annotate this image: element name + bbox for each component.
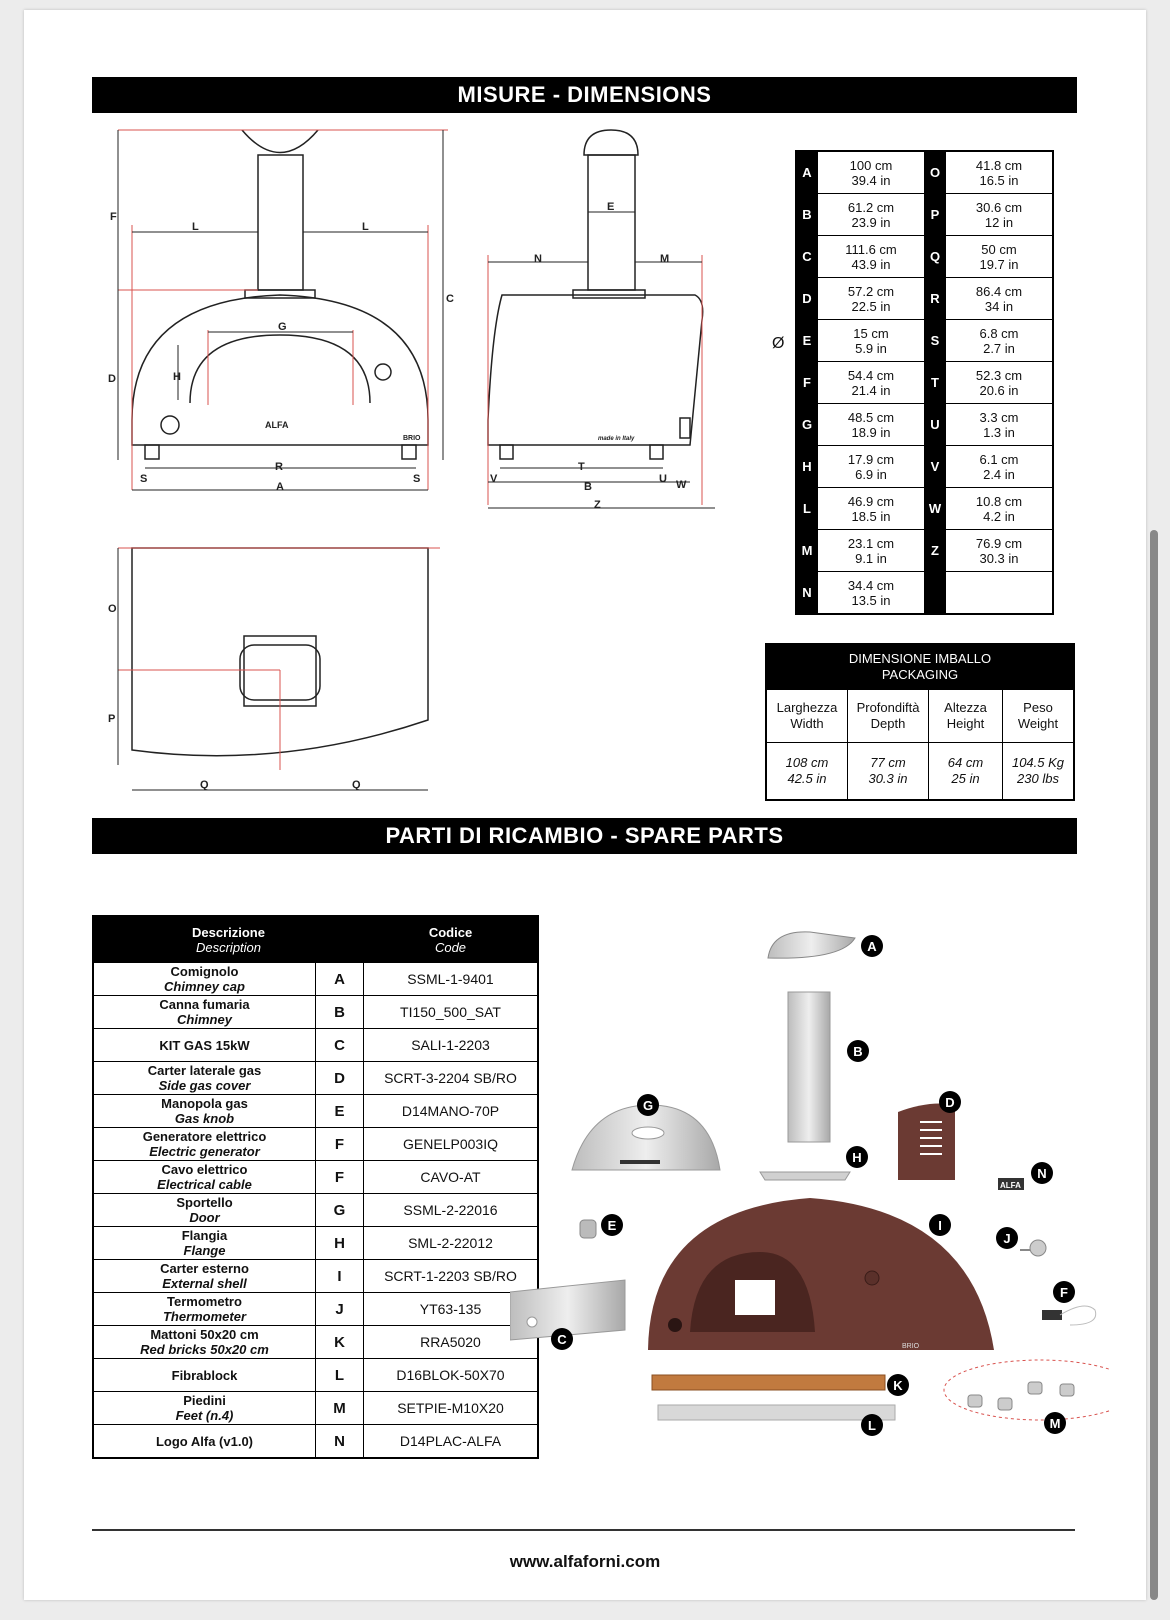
- dimension-in: 18.9 in: [851, 424, 891, 440]
- part-code: SALI-1-2203: [364, 1029, 539, 1062]
- badge-c-text: C: [557, 1332, 567, 1347]
- dim-label-g: G: [278, 321, 287, 333]
- part-row: [93, 1260, 538, 1293]
- dimension-value: [818, 278, 925, 320]
- dimension-cm: 50 cm: [981, 241, 1017, 257]
- dim-label-q2: Q: [352, 779, 361, 791]
- dimension-value: [818, 236, 925, 278]
- dimension-in: 22.5 in: [851, 298, 891, 314]
- dimension-cm: 6.1 cm: [979, 451, 1019, 467]
- part-code: CAVO-AT: [364, 1161, 539, 1194]
- dimensions-title: MISURE - DIMENSIONS: [92, 77, 1077, 113]
- dimension-in: 6.9 in: [855, 466, 887, 482]
- dimension-key: A: [796, 151, 818, 194]
- part-description: Generatore elettrico Electric generator: [93, 1128, 316, 1161]
- dim-label-a: A: [276, 481, 284, 493]
- part-description: Piedini Feet (n.4): [93, 1392, 316, 1425]
- dimension-key: M: [796, 530, 818, 572]
- dimension-key: Z: [925, 530, 946, 572]
- dimension-cm: 86.4 cm: [975, 283, 1023, 299]
- dim-label-h: H: [173, 371, 181, 383]
- dimension-cm: 46.9 cm: [847, 493, 895, 509]
- part-description: Fibrablock: [93, 1359, 316, 1392]
- part-letter: L: [316, 1359, 364, 1392]
- dimension-row: [796, 404, 1053, 446]
- part-code: D14MANO-70P: [364, 1095, 539, 1128]
- dimension-value: [946, 151, 1054, 194]
- dim-label-f: F: [110, 211, 117, 223]
- diameter-symbol: Ø: [772, 335, 785, 352]
- dimension-value: [946, 236, 1054, 278]
- part-letter: F: [316, 1128, 364, 1161]
- dimension-key: C: [796, 236, 818, 278]
- dim-label-t: T: [578, 461, 585, 473]
- part-code: TI150_500_SAT: [364, 996, 539, 1029]
- badge-j-text: J: [1003, 1231, 1011, 1246]
- dimension-key: V: [925, 446, 946, 488]
- dimension-value: [946, 362, 1054, 404]
- part-electric-generator: [1042, 1310, 1062, 1320]
- dim-label-p: P: [108, 713, 116, 725]
- badge-n-text: N: [1037, 1166, 1047, 1181]
- part-chimney-cap: [768, 932, 855, 958]
- part-description: Carter laterale gas Side gas cover: [93, 1062, 316, 1095]
- part-logo-text: ALFA: [1000, 1181, 1021, 1190]
- part-letter: N: [316, 1425, 364, 1459]
- dimension-row: [796, 572, 1053, 615]
- part-description: Carter esterno External shell: [93, 1260, 316, 1293]
- front-brio-badge: BRIO: [403, 435, 421, 442]
- part-row: [93, 1359, 538, 1392]
- dim-label-l1: L: [192, 221, 199, 233]
- dimension-in: 2.4 in: [983, 466, 1015, 482]
- part-code: D14PLAC-ALFA: [364, 1425, 539, 1459]
- parts-header-code: Codice Code: [364, 916, 539, 963]
- dimension-cm: 76.9 cm: [975, 535, 1023, 551]
- part-letter: F: [316, 1161, 364, 1194]
- part-description: Canna fumaria Chimney: [93, 996, 316, 1029]
- dimension-in: 21.4 in: [851, 382, 891, 398]
- dimension-value: [946, 488, 1054, 530]
- dimension-cm: 23.1 cm: [847, 535, 895, 551]
- part-code: YT63-135: [364, 1293, 539, 1326]
- dim-label-z: Z: [594, 499, 601, 511]
- dimension-key: L: [796, 488, 818, 530]
- dimension-key: T: [925, 362, 946, 404]
- dimension-in: 23.9 in: [851, 214, 891, 230]
- part-letter: H: [316, 1227, 364, 1260]
- badge-b-text: B: [853, 1044, 863, 1059]
- dimension-in: 16.5 in: [979, 172, 1019, 188]
- part-row: [93, 963, 538, 996]
- side-chimney: [588, 155, 635, 290]
- part-letter: K: [316, 1326, 364, 1359]
- dimension-key: H: [796, 446, 818, 488]
- side-oven-body: [488, 295, 703, 445]
- dimension-key: G: [796, 404, 818, 446]
- packaging-col-header: Profondiftà Depth: [848, 690, 929, 743]
- badge-d-text: D: [945, 1095, 955, 1110]
- part-row: [93, 996, 538, 1029]
- badge-a-text: A: [867, 939, 877, 954]
- dimension-cm: 111.6 cm: [845, 241, 897, 257]
- dimension-in: 20.6 in: [979, 382, 1019, 398]
- dimension-row: [796, 488, 1053, 530]
- dimension-value: [818, 320, 925, 362]
- dimension-value: [818, 362, 925, 404]
- dimension-key: B: [796, 194, 818, 236]
- dim-label-w: W: [676, 479, 687, 491]
- dimension-key: Q: [925, 236, 946, 278]
- part-row: [93, 1425, 538, 1459]
- badge-e-text: E: [607, 1218, 617, 1233]
- part-row: [93, 1161, 538, 1194]
- dimension-key: W: [925, 488, 946, 530]
- dimensions-table: [795, 150, 1054, 615]
- dimension-row: [796, 362, 1053, 404]
- dimension-cm: 17.9 cm: [847, 451, 895, 467]
- part-row: [93, 1194, 538, 1227]
- part-letter: C: [316, 1029, 364, 1062]
- dim-label-q1: Q: [200, 779, 209, 791]
- packaging-value: 108 cm 42.5 in: [766, 743, 848, 801]
- dim-label-e: E: [607, 201, 615, 213]
- dimension-in: 12 in: [984, 214, 1014, 230]
- part-code: SML-2-22012: [364, 1227, 539, 1260]
- packaging-col-header: Peso Weight: [1003, 690, 1075, 743]
- part-code: SSML-2-22016: [364, 1194, 539, 1227]
- dimension-key: [925, 572, 946, 615]
- part-electric-cable: [1060, 1306, 1096, 1325]
- dimension-key: D: [796, 278, 818, 320]
- part-code: SCRT-3-2204 SB/RO: [364, 1062, 539, 1095]
- part-side-gas-cover: [898, 1104, 955, 1180]
- part-letter: M: [316, 1392, 364, 1425]
- dimension-cm: 15 cm: [853, 325, 889, 341]
- front-chimney-cap: [242, 130, 318, 153]
- dimension-in: 9.1 in: [855, 550, 887, 566]
- dimension-in: 30.3 in: [979, 550, 1019, 566]
- part-description: Mattoni 50x20 cm Red bricks 50x20 cm: [93, 1326, 316, 1359]
- part-code: SETPIE-M10X20: [364, 1392, 539, 1425]
- part-code: SCRT-1-2203 SB/RO: [364, 1260, 539, 1293]
- part-row: [93, 1029, 538, 1062]
- part-code: SSML-1-9401: [364, 963, 539, 996]
- dimension-in: 2.7 in: [983, 340, 1015, 356]
- dimension-value: [946, 320, 1054, 362]
- packaging-table: [765, 643, 1075, 801]
- badge-f-text: F: [1060, 1285, 1068, 1300]
- part-thermometer: [1030, 1240, 1046, 1256]
- dim-label-d: D: [108, 373, 116, 385]
- part-description: Sportello Door: [93, 1194, 316, 1227]
- dimension-cm: 52.3 cm: [975, 367, 1023, 383]
- dimension-in: 1.3 in: [983, 424, 1015, 440]
- spare-parts-title: PARTI DI RICAMBIO - SPARE PARTS: [92, 818, 1077, 854]
- dimension-value: [818, 194, 925, 236]
- part-description: Comignolo Chimney cap: [93, 963, 316, 996]
- part-row: [93, 1293, 538, 1326]
- dimension-in: 43.9 in: [851, 256, 891, 272]
- dimension-value: [946, 404, 1054, 446]
- packaging-value: 77 cm 30.3 in: [848, 743, 929, 801]
- dim-label-s1: S: [140, 473, 148, 485]
- dimension-in: 5.9 in: [855, 340, 887, 356]
- part-bricks: [652, 1375, 885, 1390]
- dimension-value: [946, 278, 1054, 320]
- front-chimney: [258, 155, 303, 290]
- part-row: [93, 1128, 538, 1161]
- dimension-key: U: [925, 404, 946, 446]
- part-row: [93, 1062, 538, 1095]
- part-row: [93, 1326, 538, 1359]
- part-row: [93, 1095, 538, 1128]
- part-oven-badge: BRIO: [902, 1343, 920, 1350]
- badge-l-text: L: [868, 1418, 876, 1433]
- part-fibrablock: [658, 1405, 895, 1420]
- dimension-key: S: [925, 320, 946, 362]
- dimension-row: [796, 446, 1053, 488]
- dim-label-c: C: [446, 293, 454, 305]
- part-chimney: [788, 992, 830, 1142]
- part-letter: A: [316, 963, 364, 996]
- packaging-title: DIMENSIONE IMBALLO PACKAGING: [766, 644, 1074, 690]
- dimension-cm: 41.8 cm: [975, 157, 1023, 173]
- badge-i-text: I: [938, 1218, 942, 1233]
- dimension-value: [946, 530, 1054, 572]
- side-chimney-cap: [584, 130, 638, 155]
- dimension-row: [796, 278, 1053, 320]
- footer-url[interactable]: www.alfaforni.com: [509, 1552, 661, 1571]
- dim-label-n: N: [534, 253, 542, 265]
- dimension-cm: 100 cm: [849, 157, 893, 173]
- dimension-key: E: [796, 320, 818, 362]
- dimension-cm: 48.5 cm: [847, 409, 895, 425]
- dimension-row: [796, 320, 1053, 362]
- dimension-in: 13.5 in: [851, 592, 891, 608]
- packaging-value: 104.5 Kg 230 lbs: [1003, 743, 1075, 801]
- spare-parts-table: [92, 915, 539, 1459]
- dimension-in: 18.5 in: [851, 508, 891, 524]
- dimension-cm: 3.3 cm: [979, 409, 1019, 425]
- part-row: [93, 1392, 538, 1425]
- part-feet-group: [944, 1360, 1110, 1420]
- dimension-row: [796, 151, 1053, 194]
- part-letter: E: [316, 1095, 364, 1128]
- dimension-value: [946, 572, 1054, 615]
- part-letter: D: [316, 1062, 364, 1095]
- dimension-cm: 10.8 cm: [975, 493, 1023, 509]
- dimension-in: 4.2 in: [983, 508, 1015, 524]
- dimension-row: [796, 236, 1053, 278]
- part-code: GENELP003IQ: [364, 1128, 539, 1161]
- dimension-value: [818, 404, 925, 446]
- dimension-in: 39.4 in: [851, 172, 891, 188]
- footer-divider: [92, 1529, 1075, 1531]
- dim-label-v: V: [490, 473, 498, 485]
- part-flange: [760, 1172, 850, 1180]
- dimension-key: R: [925, 278, 946, 320]
- dimension-cm: 30.6 cm: [975, 199, 1023, 215]
- badge-h-text: H: [852, 1150, 862, 1165]
- packaging-col-header: Altezza Height: [929, 690, 1003, 743]
- front-alfa-badge: ALFA: [265, 420, 289, 430]
- part-description: KIT GAS 15kW: [93, 1029, 316, 1062]
- part-description: Manopola gas Gas knob: [93, 1095, 316, 1128]
- dimension-cm: 57.2 cm: [847, 283, 895, 299]
- dimension-row: [796, 530, 1053, 572]
- dimension-key: N: [796, 572, 818, 615]
- dimension-value: [946, 446, 1054, 488]
- front-thermometer: [375, 364, 391, 380]
- dim-label-s2: S: [413, 473, 421, 485]
- dimension-key: O: [925, 151, 946, 194]
- dim-label-u: U: [659, 473, 667, 485]
- dimension-in: 19.7 in: [979, 256, 1019, 272]
- exploded-parts-illustration: [510, 900, 1110, 1445]
- part-description: Logo Alfa (v1.0): [93, 1425, 316, 1459]
- dim-label-r: R: [275, 461, 283, 473]
- front-oven-door: [190, 335, 370, 403]
- dim-label-m: M: [660, 253, 670, 265]
- dim-label-o: O: [108, 603, 117, 615]
- side-made-in-italy: made in Italy: [598, 436, 635, 442]
- part-description: Termometro Thermometer: [93, 1293, 316, 1326]
- badge-g-text: G: [642, 1098, 654, 1113]
- packaging-col-header: Larghezza Width: [766, 690, 848, 743]
- part-letter: I: [316, 1260, 364, 1293]
- dimension-cm: 6.8 cm: [979, 325, 1019, 341]
- dim-label-l2: L: [362, 221, 369, 233]
- badge-k-text: K: [893, 1378, 903, 1393]
- front-gas-knob: [161, 416, 179, 434]
- packaging-value: 64 cm 25 in: [929, 743, 1003, 801]
- part-letter: G: [316, 1194, 364, 1227]
- part-row: [93, 1227, 538, 1260]
- dim-label-b: B: [584, 481, 592, 493]
- dimension-key: F: [796, 362, 818, 404]
- dimension-value: [818, 151, 925, 194]
- dimension-row: [796, 194, 1053, 236]
- dimension-cm: 34.4 cm: [847, 577, 895, 593]
- parts-header-description: Descrizione Description: [93, 916, 364, 963]
- dimension-value: [818, 446, 925, 488]
- part-description: Cavo elettrico Electrical cable: [93, 1161, 316, 1194]
- part-letter: B: [316, 996, 364, 1029]
- part-description: Flangia Flange: [93, 1227, 316, 1260]
- dimension-value: [818, 488, 925, 530]
- part-code: RRA5020: [364, 1326, 539, 1359]
- dimension-value: [818, 530, 925, 572]
- dimension-cm: 54.4 cm: [847, 367, 895, 383]
- dimension-in: 34 in: [984, 298, 1014, 314]
- badge-m-text: M: [1049, 1416, 1061, 1431]
- dimension-key: P: [925, 194, 946, 236]
- part-code: D16BLOK-50X70: [364, 1359, 539, 1392]
- dimension-value: [818, 572, 925, 615]
- dimension-cm: 61.2 cm: [847, 199, 895, 215]
- dimension-value: [946, 194, 1054, 236]
- part-letter: J: [316, 1293, 364, 1326]
- part-gas-knob: [580, 1220, 596, 1238]
